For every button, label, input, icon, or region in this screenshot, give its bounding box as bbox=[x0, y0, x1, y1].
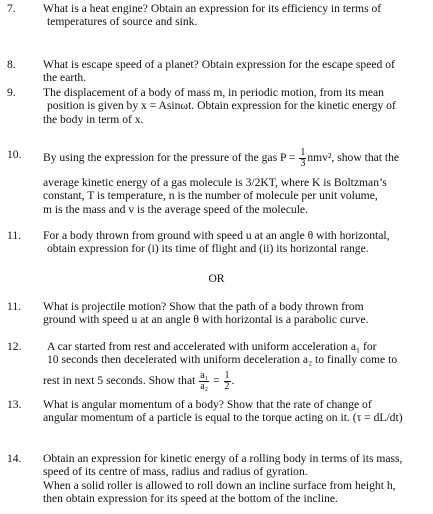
fraction-one-half bbox=[224, 371, 231, 392]
question-line: constant, T is temperature, n is the number of molecule per unit volume, bbox=[43, 189, 378, 203]
fraction-denominator: 3 bbox=[300, 158, 306, 169]
question-text bbox=[43, 58, 429, 85]
question-line: Obtain an expression for kinetic energy of a rolling body in terms of its mass, bbox=[43, 452, 403, 465]
equals-sign: = bbox=[213, 373, 220, 387]
question-text bbox=[43, 398, 429, 425]
question-line: The displacement of a body of mass m, in periodic motion, from its mean bbox=[43, 86, 384, 99]
question-number: 12. bbox=[7, 340, 22, 353]
question-line: position is given by x = Asinωt. Obtain expression for the kinetic energy of bbox=[47, 99, 396, 113]
question-line: What is projectile motion? Show that the path of a body thrown from bbox=[43, 300, 364, 313]
ratio-prefix: rest in next 5 seconds. Show that bbox=[43, 373, 196, 387]
question-text bbox=[43, 229, 429, 256]
fraction-numerator: 1 bbox=[224, 369, 230, 381]
question-line: temperatures of source and sink. bbox=[47, 15, 198, 29]
question-line: m is the mass and v is the average speed of the molecule. bbox=[43, 202, 308, 216]
formula-prefix: By using the expression for the pressure of the gas P = bbox=[43, 151, 296, 165]
question-text bbox=[43, 452, 429, 506]
fraction-denominator: a₂ bbox=[200, 380, 209, 392]
fraction-numerator: a₁ bbox=[200, 369, 209, 381]
question-line: For a body thrown from ground with speed u at an angle θ with horizontal, bbox=[43, 229, 390, 242]
or-separator: OR bbox=[208, 272, 225, 285]
fraction-a1-over-a2 bbox=[199, 371, 209, 392]
question-line: What is angular momentum of a body? Show that the rate of change of bbox=[43, 398, 372, 411]
question-line: When a solid roller is allowed to roll down an incline surface from height h, bbox=[43, 478, 396, 492]
question-text bbox=[43, 86, 429, 126]
fraction-one-third bbox=[299, 148, 306, 169]
fraction-numerator: 1 bbox=[300, 147, 306, 158]
question-line: What is escape speed of a planet? Obtain expression for the escape speed of bbox=[43, 58, 395, 71]
question-line: ground with speed u at an angle θ with horizontal is a parabolic curve. bbox=[43, 313, 369, 327]
question-number: 13. bbox=[7, 398, 22, 411]
question-line: average kinetic energy of a gas molecule is 3/2KT, where K is Boltzman’s bbox=[43, 176, 387, 189]
formula-suffix: nmv², show that the bbox=[307, 151, 400, 165]
question-number: 11. bbox=[7, 300, 22, 313]
question-text bbox=[43, 340, 429, 392]
question-line: angular momentum of a particle is equal to the torque acting on it. (τ = dL/dt) bbox=[43, 411, 403, 425]
question-line-formula bbox=[43, 148, 429, 169]
question-line: the body in term of x. bbox=[43, 112, 144, 126]
question-number: 7. bbox=[7, 2, 16, 15]
question-number: 10. bbox=[7, 148, 22, 161]
question-line: speed of its centre of mass, radius and radius of gyration. bbox=[43, 465, 308, 479]
question-text bbox=[43, 2, 429, 29]
fraction-denominator: 2 bbox=[224, 380, 230, 392]
question-number: 9. bbox=[7, 86, 16, 99]
question-number: 14. bbox=[7, 452, 22, 465]
question-line: 10 seconds then decelerated with uniform deceleration a₂ to finally come to bbox=[47, 353, 398, 367]
question-line: obtain expression for (i) its time of flight and (ii) its horizontal range. bbox=[47, 242, 369, 256]
question-text bbox=[43, 300, 429, 327]
question-number: 11. bbox=[7, 229, 22, 242]
period: . bbox=[231, 373, 235, 387]
question-line: What is a heat engine? Obtain an expression for its efficiency in terms of bbox=[43, 2, 382, 15]
question-line-ratio bbox=[43, 371, 429, 392]
question-number: 8. bbox=[7, 58, 16, 71]
question-text bbox=[43, 148, 429, 216]
question-line: the earth. bbox=[43, 71, 87, 85]
question-line: A car started from rest and accelerated with uniform acceleration a₁ for bbox=[47, 340, 377, 353]
question-line: then obtain expression for its speed at the bottom of the incline. bbox=[43, 492, 338, 506]
